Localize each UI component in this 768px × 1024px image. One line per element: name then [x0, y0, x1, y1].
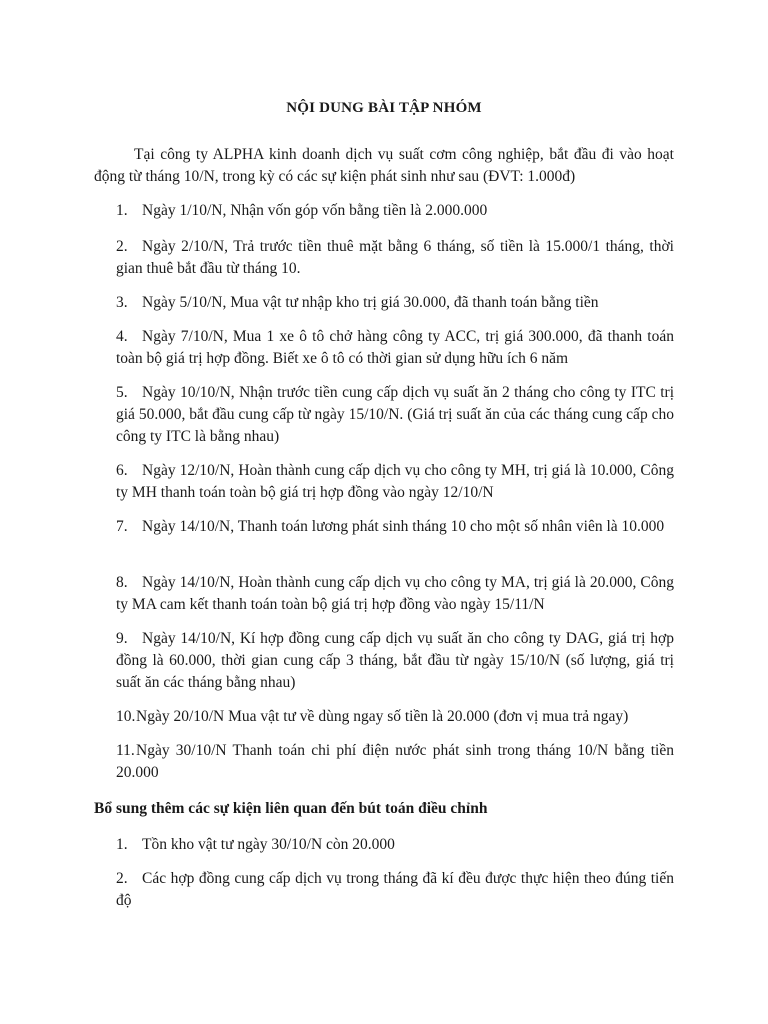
event-item-3: [116, 292, 674, 314]
event-item-10: [116, 706, 674, 728]
event-item-7: [116, 516, 674, 538]
event-number: 4.: [116, 328, 128, 345]
adjustment-item-1: [116, 834, 674, 856]
event-number: 8.: [116, 574, 128, 591]
event-text: Ngày 10/10/N, Nhận trước tiền cung cấp dịch vụ suất ăn 2 tháng cho công ty ITC trị giá 50.000, bắt đầu cung cấp từ ngày 15/10/N. (Giá trị suất ăn của các tháng cung cấp cho công ty ITC là bằng nhau): [116, 384, 674, 445]
adjustment-item-2: [116, 868, 674, 912]
document-title: NỘI DUNG BÀI TẬP NHÓM: [286, 100, 482, 116]
event-text: Ngày 14/10/N, Thanh toán lương phát sinh tháng 10 cho một số nhân viên là 10.000: [142, 518, 665, 535]
event-number: 1.: [116, 202, 128, 219]
event-number: 6.: [116, 462, 128, 479]
intro-paragraph: Tại công ty ALPHA kinh doanh dịch vụ suất cơm công nghiệp, bắt đầu đi vào hoạt động từ tháng 10/N, trong kỳ có các sự kiện phát sinh như sau (ĐVT: 1.000đ): [94, 146, 674, 185]
event-text: Ngày 2/10/N, Trả trước tiền thuê mặt bằng 6 tháng, số tiền là 15.000/1 tháng, thời gian thuê bắt đầu từ tháng 10.: [116, 238, 674, 277]
event-text: Ngày 14/10/N, Hoàn thành cung cấp dịch vụ cho công ty MA, trị giá là 20.000, Công ty MA cam kết thanh toán toàn bộ giá trị hợp đồng vào ngày 15/11/N: [116, 574, 674, 613]
event-text: Ngày 1/10/N, Nhận vốn góp vốn bằng tiền là 2.000.000: [142, 202, 488, 219]
event-text: Ngày 30/10/N Thanh toán chi phí điện nước phát sinh trong tháng 10/N bằng tiền 20.000: [116, 742, 674, 781]
event-text: Ngày 12/10/N, Hoàn thành cung cấp dịch vụ cho công ty MH, trị giá là 10.000, Công ty MH thanh toán toàn bộ giá trị hợp đồng vào ngày 12/10/N: [116, 462, 674, 501]
event-text: Ngày 7/10/N, Mua 1 xe ô tô chở hàng công ty ACC, trị giá 300.000, đã thanh toán toàn bộ giá trị hợp đồng. Biết xe ô tô có thời gian sử dụng hữu ích 6 năm: [116, 328, 674, 367]
adjustment-text: Các hợp đồng cung cấp dịch vụ trong tháng đã kí đều được thực hiện theo đúng tiến độ: [116, 870, 674, 909]
event-text: Ngày 5/10/N, Mua vật tư nhập kho trị giá 30.000, đã thanh toán bằng tiền: [142, 294, 599, 311]
event-item-5: [116, 382, 674, 448]
event-item-11: [116, 740, 674, 784]
event-item-2: [116, 236, 674, 280]
event-item-1: [116, 200, 674, 222]
event-text: Ngày 20/10/N Mua vật tư về dùng ngay số tiền là 20.000 (đơn vị mua trả ngay): [136, 708, 629, 725]
event-item-9: [116, 628, 674, 694]
event-number: 7.: [116, 518, 128, 535]
event-number: 10.: [116, 708, 136, 725]
adjustment-text: Tồn kho vật tư ngày 30/10/N còn 20.000: [142, 836, 395, 853]
adjustment-heading: Bổ sung thêm các sự kiện liên quan đến bút toán điều chỉnh: [94, 800, 488, 817]
event-number: 11.: [116, 742, 135, 759]
event-number: 3.: [116, 294, 128, 311]
event-number: 9.: [116, 630, 128, 647]
event-text: Ngày 14/10/N, Kí hợp đồng cung cấp dịch vụ suất ăn cho công ty DAG, giá trị hợp đồng là 60.000, thời gian cung cấp 3 tháng, bắt đầu từ ngày 15/10/N (số lượng, giá trị suất ăn các tháng bằng nhau): [116, 630, 674, 691]
event-item-6: [116, 460, 674, 504]
event-number: 5.: [116, 384, 128, 401]
event-item-8: [116, 572, 674, 616]
adjustment-number: 2.: [116, 870, 128, 887]
adjustment-number: 1.: [116, 836, 128, 853]
event-number: 2.: [116, 238, 128, 255]
event-item-4: [116, 326, 674, 370]
